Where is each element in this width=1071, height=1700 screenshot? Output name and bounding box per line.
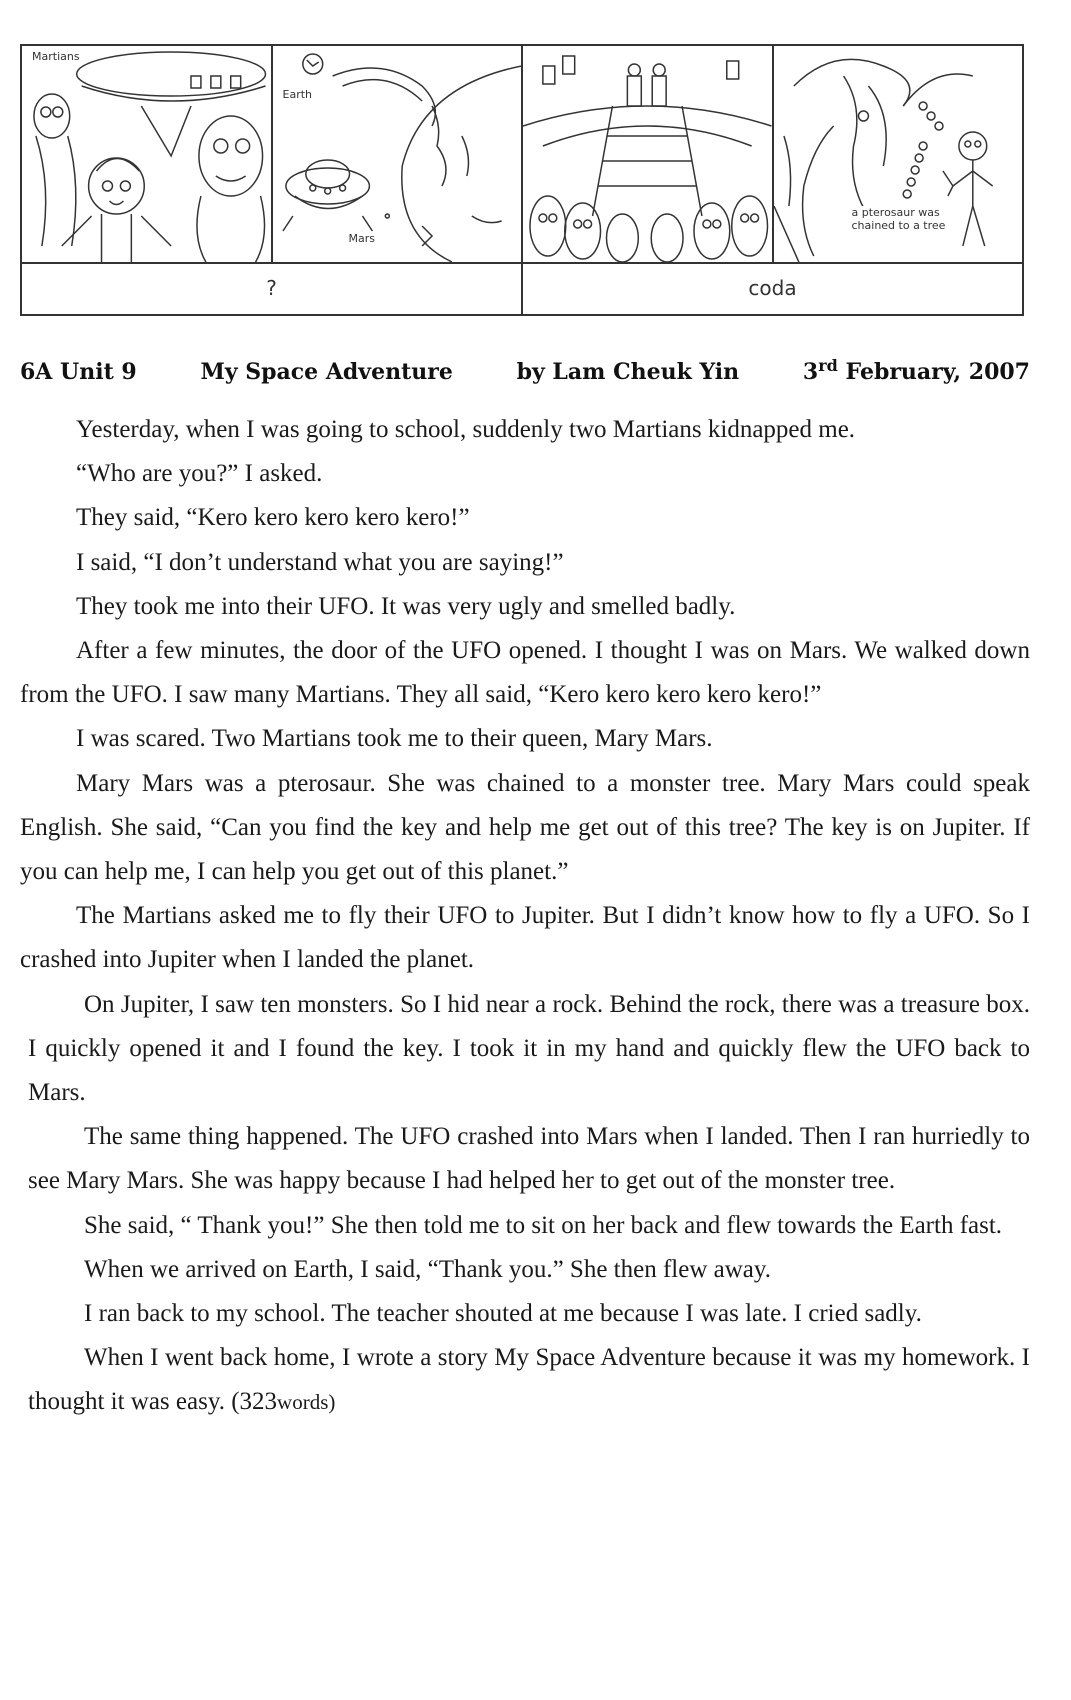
comic-captions bbox=[22, 262, 1022, 314]
story-paragraph: Yesterday, when I was going to school, suddenly two Martians kidnapped me. bbox=[76, 416, 856, 443]
story-paragraph: When we arrived on Earth, I said, “Thank you.” She then flew away. bbox=[84, 1255, 772, 1283]
story-paragraph: I ran back to my school. The teacher shouted at me because I was late. I cried sadly. bbox=[84, 1300, 922, 1328]
story-paragraph: I was scared. Two Martians took me to their queen, Mary Mars. bbox=[76, 725, 713, 753]
story-body bbox=[20, 408, 1030, 1425]
martian-crowd-illustration bbox=[523, 46, 772, 262]
word-count-unit: words) bbox=[277, 1390, 336, 1415]
date-rest: February, 2007 bbox=[845, 359, 1030, 385]
comic-panels bbox=[22, 46, 1022, 264]
story-paragraph: The Martians asked me to fly their UFO to Jupiter. But I didn’t know how to fly a UFO. So I crashed into Jupiter when I landed the planet. bbox=[20, 902, 1030, 974]
date-suffix: rd bbox=[818, 356, 838, 375]
caption-coda: coda bbox=[748, 276, 797, 300]
kidnap-illustration bbox=[22, 46, 271, 262]
word-count-number: (323 bbox=[231, 1388, 278, 1416]
story-paragraph: They took me into their UFO. It was very ugly and smelled badly. bbox=[76, 592, 736, 620]
comic-panel-crowd bbox=[523, 46, 774, 262]
story-paragraph: On Jupiter, I saw ten monsters. So I hid near a rock. Behind the rock, there was a treasure box. I quickly opened it and I found the key. I took it in my hand and quickly flew the UFO back to Mars. bbox=[28, 990, 1030, 1107]
comic-strip bbox=[20, 44, 1024, 316]
story-paragraph: “Who are you?” I asked. bbox=[76, 460, 323, 488]
class-unit: 6A Unit 9 bbox=[20, 359, 137, 385]
final-paragraph-text: When I went back home, I wrote a story My Space Adventure because it was my homework. I thought it was easy. bbox=[28, 1344, 1030, 1416]
mars-label: Mars bbox=[348, 232, 375, 245]
story-paragraph: After a few minutes, the door of the UFO opened. I thought I was on Mars. We walked down from the UFO. I saw many Martians. They all said, “Kero kero kero kero kero!” bbox=[20, 637, 1030, 709]
story-paragraph: I said, “I don’t understand what you are saying!” bbox=[76, 548, 564, 576]
story-paragraph: Mary Mars was a pterosaur. She was chained to a monster tree. Mary Mars could speak English. She said, “Can you find the key and help me get out of this tree? The key is on Jupiter. If you can help me, I can help you get out of this planet.” bbox=[20, 769, 1030, 886]
date bbox=[803, 356, 1030, 385]
story-paragraph: She said, “ Thank you!” She then told me to sit on her back and flew towards the Earth fast. bbox=[84, 1211, 1003, 1239]
comic-panel-kidnap bbox=[22, 46, 273, 262]
comic-panel-pterosaur bbox=[774, 46, 1023, 262]
story-title: My Space Adventure bbox=[200, 359, 453, 385]
date-day: 3 bbox=[802, 359, 819, 385]
story-header bbox=[20, 356, 1030, 385]
martians-label: Martians bbox=[32, 50, 80, 63]
pterosaur-label: a pterosaur was chained to a tree bbox=[850, 206, 952, 232]
author: by Lam Cheuk Yin bbox=[516, 359, 740, 385]
story-paragraph: They said, “Kero kero kero kero kero!” bbox=[76, 504, 470, 532]
story-paragraph-last bbox=[20, 1336, 1030, 1424]
story-paragraph: The same thing happened. The UFO crashed into Mars when I landed. Then I ran hurriedly to see Mary Mars. She was happy because I had helped her to get out of the monster tree. bbox=[28, 1123, 1030, 1195]
earth-label: Earth bbox=[282, 88, 312, 101]
ufo-flight-illustration bbox=[273, 46, 522, 262]
comic-panel-flight bbox=[273, 46, 524, 262]
caption-question: ? bbox=[22, 262, 523, 314]
